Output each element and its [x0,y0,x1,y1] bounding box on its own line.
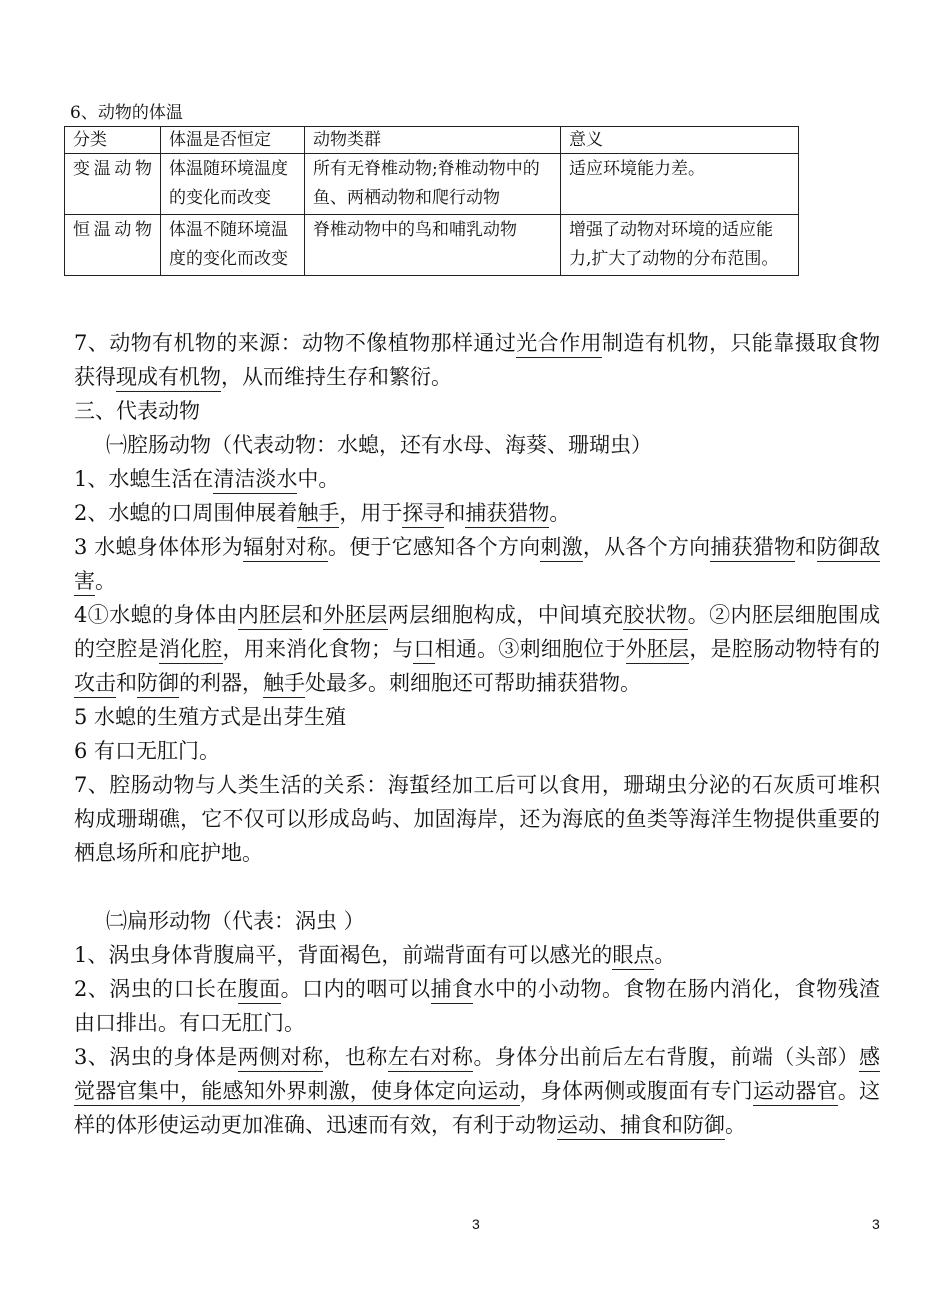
keyword: 探寻 [402,501,444,528]
paragraph-planarian-2: 2、涡虫的口长在腹面。口内的咽可以捕食水中的小动物。食物在肠内消化，食物残渣由口排出。有口无肛门。 [74,977,881,1035]
keyword: 外胚层 [626,637,690,664]
paragraph-hydra-6: 6 有口无肛门。 [74,739,221,763]
table-cell: 脊椎动物中的鸟和哺乳动物 [305,215,561,276]
subheading-flatworms: ㈡扁形动物（代表：涡虫 ） [106,909,365,933]
paragraph-hydra-2: 2、水螅的口周围伸展着触手，用于探寻和捕获猎物。 [74,496,880,530]
subheading-coelenterates: ㈠腔肠动物（代表动物：水螅，还有水母、海葵、珊瑚虫） [106,433,652,457]
keyword: 感觉器官集中，能感知外界刺激，使身体定向运动 [74,1045,880,1106]
keyword: 消化腔 [159,637,223,664]
keyword: 腹面 [238,977,281,1004]
keyword: 捕获猎物 [465,501,549,528]
table-cell: 增强了动物对环境的适应能力,扩大了动物的分布范围。 [561,215,799,276]
keyword: 胶状物 [623,603,687,630]
keyword: 触手 [263,671,305,698]
table-cell: 所有无脊椎动物;脊椎动物中的鱼、两栖动物和爬行动物 [305,154,561,215]
section-title-body-temperature: 6、动物的体温 [70,103,183,123]
table-header-cell: 体温是否恒定 [161,127,305,154]
document-body [74,326,880,1142]
keyword: 运动器官 [753,1079,838,1106]
keyword: 攻击 [74,671,116,698]
keyword: 外胚层 [323,603,387,630]
keyword: 捕食 [431,977,474,1004]
table-header-cell: 意义 [561,127,799,154]
keyword: 刺激 [540,535,582,562]
table-header-row [65,127,799,154]
table-cell: 体温随环境温度的变化而改变 [161,154,305,215]
table-cell: 恒温动物 [65,215,161,276]
keyword: 触手 [297,501,339,528]
table-row [65,154,799,215]
keyword: 现成有机物 [116,365,221,392]
table-cell: 体温不随环境温度的变化而改变 [161,215,305,276]
page-number: 3 [872,1216,880,1232]
body-temperature-table [64,126,799,276]
keyword: 眼点 [612,943,654,970]
table-header-cell: 动物类群 [305,127,561,154]
paragraph-hydra-3: 3 水螅身体体形为辐射对称。便于它感知各个方向刺激，从各个方向捕获猎物和防御敌害。 [74,530,880,598]
keyword: 左右对称 [388,1045,474,1072]
keyword: 辐射对称 [243,535,328,562]
keyword: 内胚层 [238,603,302,630]
paragraph-hydra-5: 5 水螅的生殖方式是出芽生殖 [74,705,347,729]
table-header-cell: 分类 [65,127,161,154]
paragraph-hydra-7: 7、腔肠动物与人类生活的关系：海蜇经加工后可以食用，珊瑚虫分泌的石灰质可堆积构成珊瑚礁，它不仅可以形成岛屿、加固海岸，还为海底的鱼类等海洋生物提供重要的栖息场所和庇护地。 [74,773,880,865]
page-number: 3 [472,1216,480,1232]
table-cell: 适应环境能力差。 [561,154,799,215]
heading-representative-animals: 三、代表动物 [74,399,200,423]
keyword: 防御敌害 [74,535,880,596]
keyword: 运动、捕食和防御 [557,1113,725,1140]
paragraph-hydra-4: 4①水螅的身体由内胚层和外胚层两层细胞构成，中间填充胶状物。②内胚层细胞围成的空腔是消化腔，用来消化食物；与口相通。③刺细胞位于外胚层，是腔肠动物特有的攻击和防御的利器，触手处最多。刺细胞还可帮助捕获猎物。 [74,598,880,700]
keyword: 两侧对称 [238,1045,324,1072]
paragraph-planarian-3: 3、涡虫的身体是两侧对称，也称左右对称。身体分出前后左右背腹，前端（头部）感觉器官集中，能感知外界刺激，使身体定向运动，身体两侧或腹面有专门运动器官。这样的体形使运动更加准确、迅速而有效，有利于动物运动、捕食和防御。 [74,1040,880,1142]
keyword: 防御 [137,671,179,698]
keyword: 清洁淡水 [213,467,297,494]
keyword: 口 [413,637,434,664]
paragraph-organic-source: 7、动物有机物的来源：动物不像植物那样通过光合作用制造有机物，只能靠摄取食物获得现成有机物，从而维持生存和繁衍。 [74,326,880,394]
paragraph-hydra-1: 1、水螅生活在清洁淡水中。 [74,462,880,496]
table-cell: 变温动物 [65,154,161,215]
keyword: 光合作用 [516,331,602,358]
keyword: 捕获猎物 [710,535,795,562]
table-row [65,215,799,276]
paragraph-planarian-1: 1、涡虫身体背腹扁平，背面褐色，前端背面有可以感光的眼点。 [74,938,880,972]
